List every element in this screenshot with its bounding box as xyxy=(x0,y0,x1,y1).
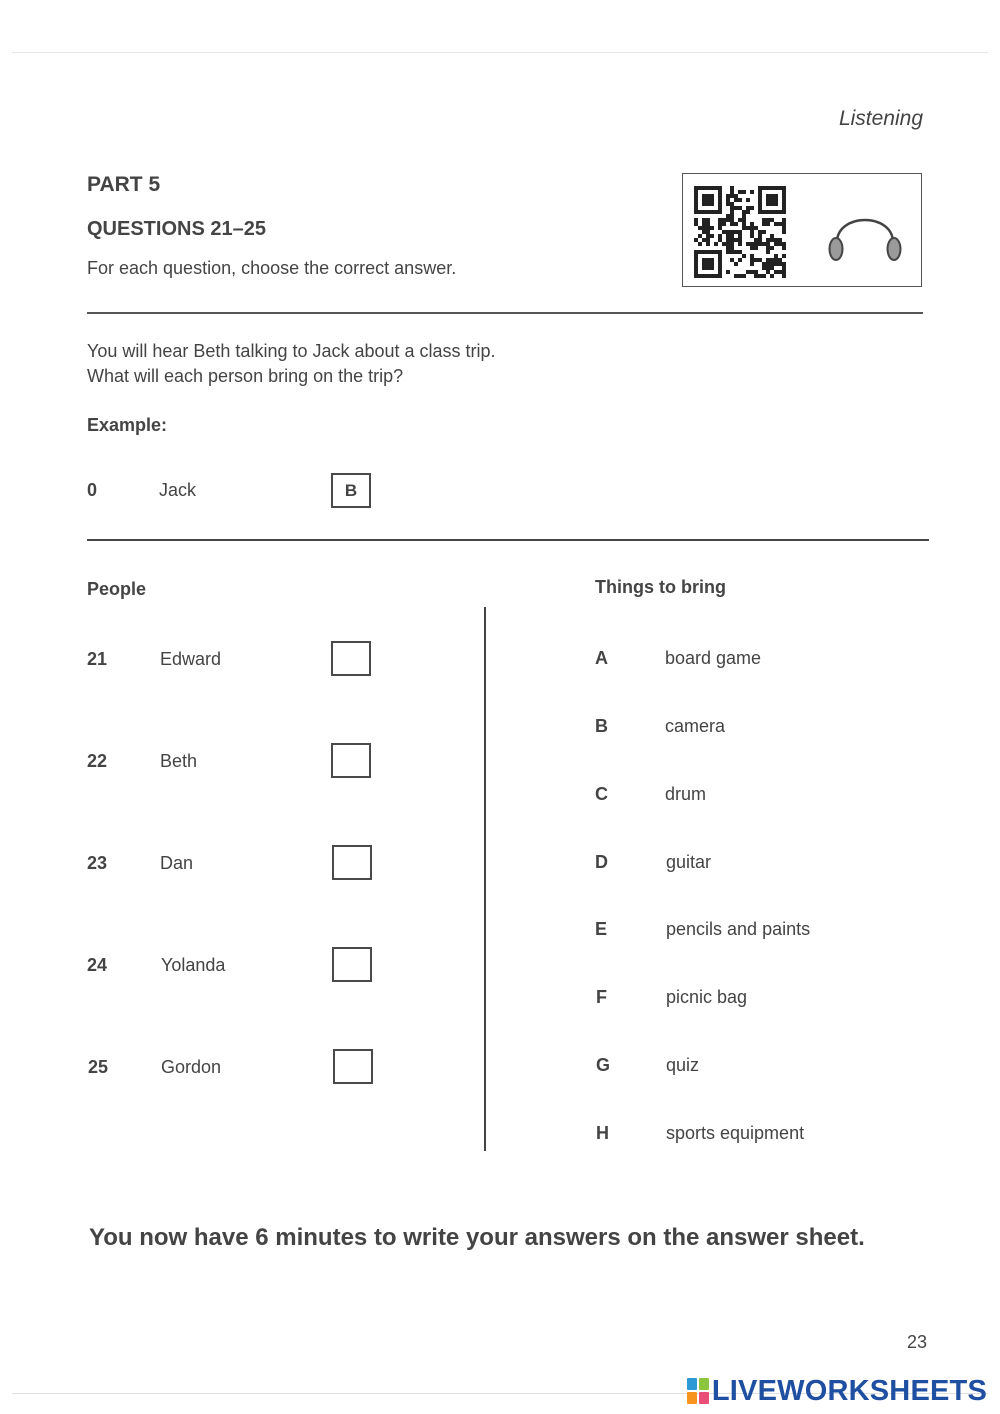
option-letter: A xyxy=(595,648,608,668)
question-number: 24 xyxy=(87,955,108,975)
instruction-text: For each question, choose the correct answer. xyxy=(87,258,457,278)
intro-line-2: What will each person bring on the trip? xyxy=(87,366,404,386)
section-divider xyxy=(87,312,923,314)
option-letter: G xyxy=(596,1055,611,1075)
top-edge-line xyxy=(12,52,988,53)
person-name: Beth xyxy=(160,751,198,771)
option-letter: D xyxy=(595,852,608,872)
option-text: drum xyxy=(665,784,707,804)
option-text: sports equipment xyxy=(666,1123,805,1143)
question-number: 22 xyxy=(87,751,108,771)
brand-name: LIVEWORKSHEETS xyxy=(711,1374,987,1407)
liveworksheets-logo-icon xyxy=(687,1378,709,1404)
brand-link[interactable] xyxy=(687,1374,987,1408)
column-divider xyxy=(484,607,486,1151)
example-divider xyxy=(87,539,929,541)
qr-code-icon xyxy=(694,186,786,278)
option-text: pencils and paints xyxy=(666,919,811,939)
person-name: Yolanda xyxy=(161,955,226,975)
option-letter: F xyxy=(596,987,607,1007)
example-label: Example: xyxy=(87,415,168,435)
option-text: picnic bag xyxy=(666,987,748,1007)
answer-box-24[interactable] xyxy=(332,947,372,982)
final-instruction: You now have 6 minutes to write your answers on the answer sheet. xyxy=(89,1224,865,1251)
option-letter: B xyxy=(595,716,608,736)
option-text: board game xyxy=(665,648,762,668)
example-name: Jack xyxy=(159,480,197,500)
question-number: 25 xyxy=(88,1057,109,1077)
people-heading: People xyxy=(87,579,147,599)
answer-box-23[interactable] xyxy=(332,845,372,880)
intro-line-1: You will hear Beth talking to Jack about a class trip. xyxy=(87,341,496,361)
option-letter: C xyxy=(595,784,608,804)
example-answer-box: B xyxy=(331,473,371,508)
answer-box-25[interactable] xyxy=(333,1049,373,1084)
option-letter: H xyxy=(596,1123,609,1143)
question-number: 23 xyxy=(87,853,108,873)
option-text: guitar xyxy=(666,852,712,872)
part-title: PART 5 xyxy=(87,173,161,196)
headphones-icon[interactable] xyxy=(825,192,905,272)
section-label: Listening xyxy=(838,107,923,130)
option-text: camera xyxy=(665,716,726,736)
answer-box-22[interactable] xyxy=(331,743,371,778)
page-number: 23 xyxy=(906,1332,927,1352)
questions-range: QUESTIONS 21–25 xyxy=(87,218,266,240)
question-number: 21 xyxy=(87,649,108,669)
audio-box xyxy=(682,173,922,287)
person-name: Gordon xyxy=(161,1057,222,1077)
answer-box-21[interactable] xyxy=(331,641,371,676)
person-name: Edward xyxy=(160,649,222,669)
option-text: quiz xyxy=(666,1055,700,1075)
things-heading: Things to bring xyxy=(595,577,726,597)
option-letter: E xyxy=(595,919,608,939)
example-number: 0 xyxy=(87,480,98,500)
person-name: Dan xyxy=(160,853,194,873)
